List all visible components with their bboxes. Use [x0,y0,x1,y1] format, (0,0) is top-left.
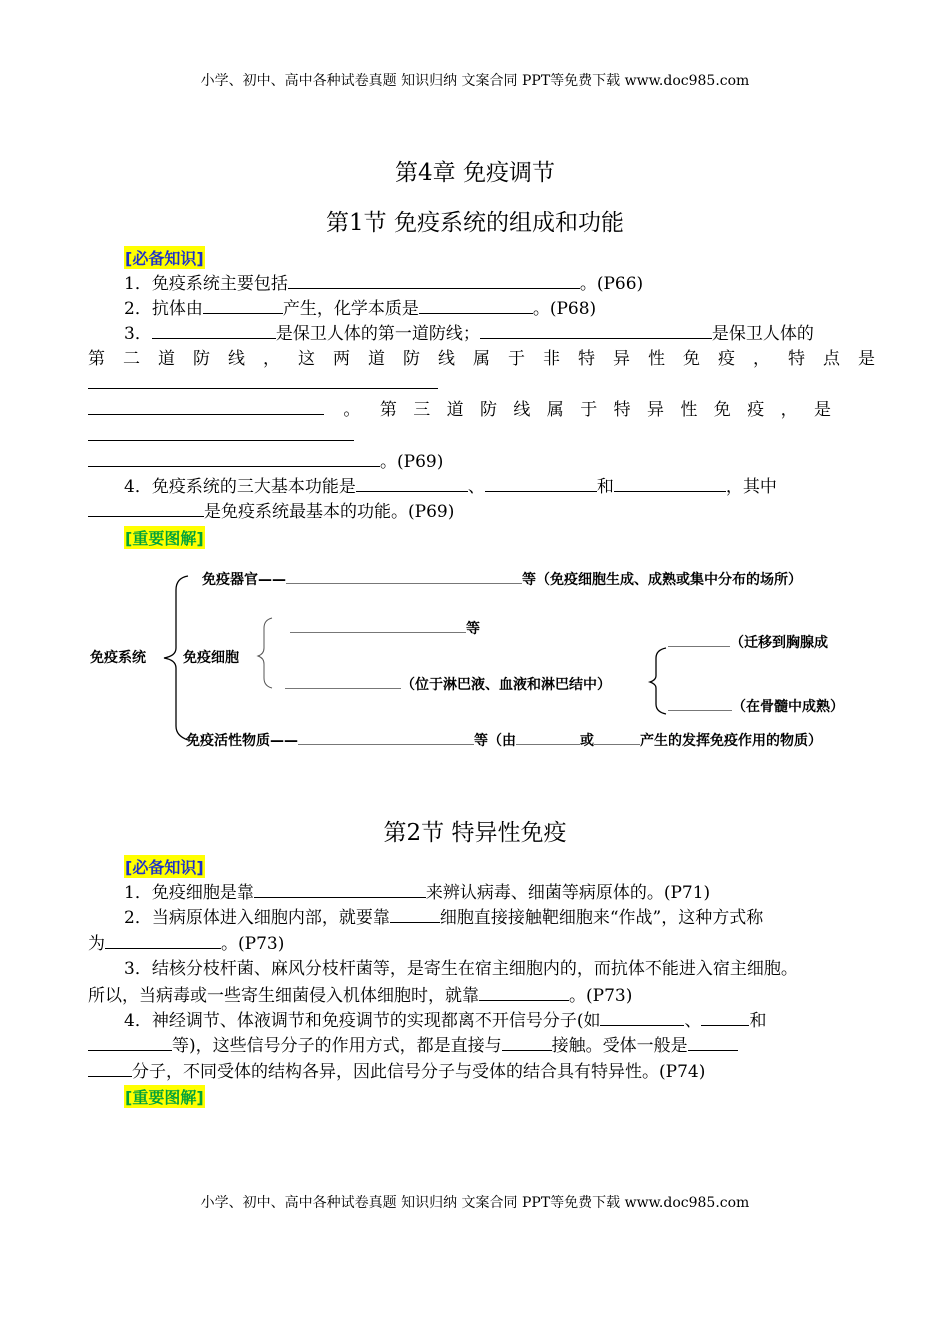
s2-q2-line2: 为 。(P73) [88,934,285,954]
s1-q2: 2．抗体由 产生，化学本质是 。(P68) [124,299,597,319]
s2-q3-line2: 所以，当病毒或一些寄生细菌侵入机体细胞时，就靠 。(P73) [88,986,633,1006]
s1-q4-line1: 4．免疫系统的三大基本功能是 、 和 ，其中 [124,477,777,497]
diagram-b-cell: （在骨髓中成熟） [668,696,844,716]
s1-q4-line2: 是免疫系统最基本的功能。(P69) [88,500,454,523]
s2-q4-line3: 分子，不同受体的结构各异，因此信号分子与受体的结合具有特异性。(P74) [88,1060,705,1083]
diagram-t-cell: （迁移到胸腺成 [668,632,828,652]
page-footer: 小学、初中、高中各种试卷真题 知识归纳 文案合同 PPT等免费下载 www.doc985.com [200,1195,750,1211]
s1-q3-line1: 3． 是保卫人体的第一道防线； 是保卫人体的 [124,324,814,344]
chapter-title: 第4章 免疫调节 [395,160,555,186]
s2-q4-line1: 4．神经调节、体液调节和免疫调节的实现都离不开信号分子(如 、 和 [124,1011,767,1031]
knowledge-tag-2: [必备知识] [124,855,205,878]
diagram-organ: 免疫器官—— 等（免疫细胞生成、成熟或集中分布的场所） [202,572,802,588]
s2-q4-line2: 等)，这些信号分子的作用方式，都是直接与 接触。受体一般是 [88,1034,738,1057]
s2-q1: 1．免疫细胞是靠 来辨认病毒、细菌等病原体的。(P71) [124,883,711,903]
cell-brace [258,618,272,688]
diagram-tag: [重要图解] [124,526,205,549]
diagram-active: 免疫活性物质—— 等（由 或 产生的发挥免疫作用的物质） [186,733,822,749]
diagram-cell-sub2: （位于淋巴液、血液和淋巴结中） [285,674,611,694]
s1-q3-line4: 。 第三道防线属于特异性免疫，是 [88,398,862,421]
lymph-brace [650,648,666,714]
page-header: 小学、初中、高中各种试卷真题 知识归纳 文案合同 PPT等免费下载 www.doc985.com [200,73,750,89]
s2-q2-line1: 2．当病原体进入细胞内部，就要靠 细胞直接接触靶细胞来“作战”，这种方式称 [124,908,764,928]
diagram-root: 免疫系统 [90,650,146,666]
s2-q3-line1: 3．结核分枝杆菌、麻风分枝杆菌等，是寄生在宿主细胞内的，而抗体不能进入宿主细胞。 [124,959,798,979]
section1-title: 第1节 免疫系统的组成和功能 [326,210,624,236]
s1-q3-line6: 。(P69) [88,450,443,473]
section2-title: 第2节 特异性免疫 [383,820,567,846]
s1-q3-line2: 第二道防线，这两道防线属于非特异性免疫，特点是 [88,349,893,369]
s1-q1: 1．免疫系统主要包括 。(P66) [124,274,644,294]
diagram-tag-2: [重要图解] [124,1085,205,1108]
diagram-cell: 免疫细胞 [183,650,239,666]
diagram-cell-sub1: 等 [290,618,480,638]
knowledge-tag: [必备知识] [124,246,205,269]
